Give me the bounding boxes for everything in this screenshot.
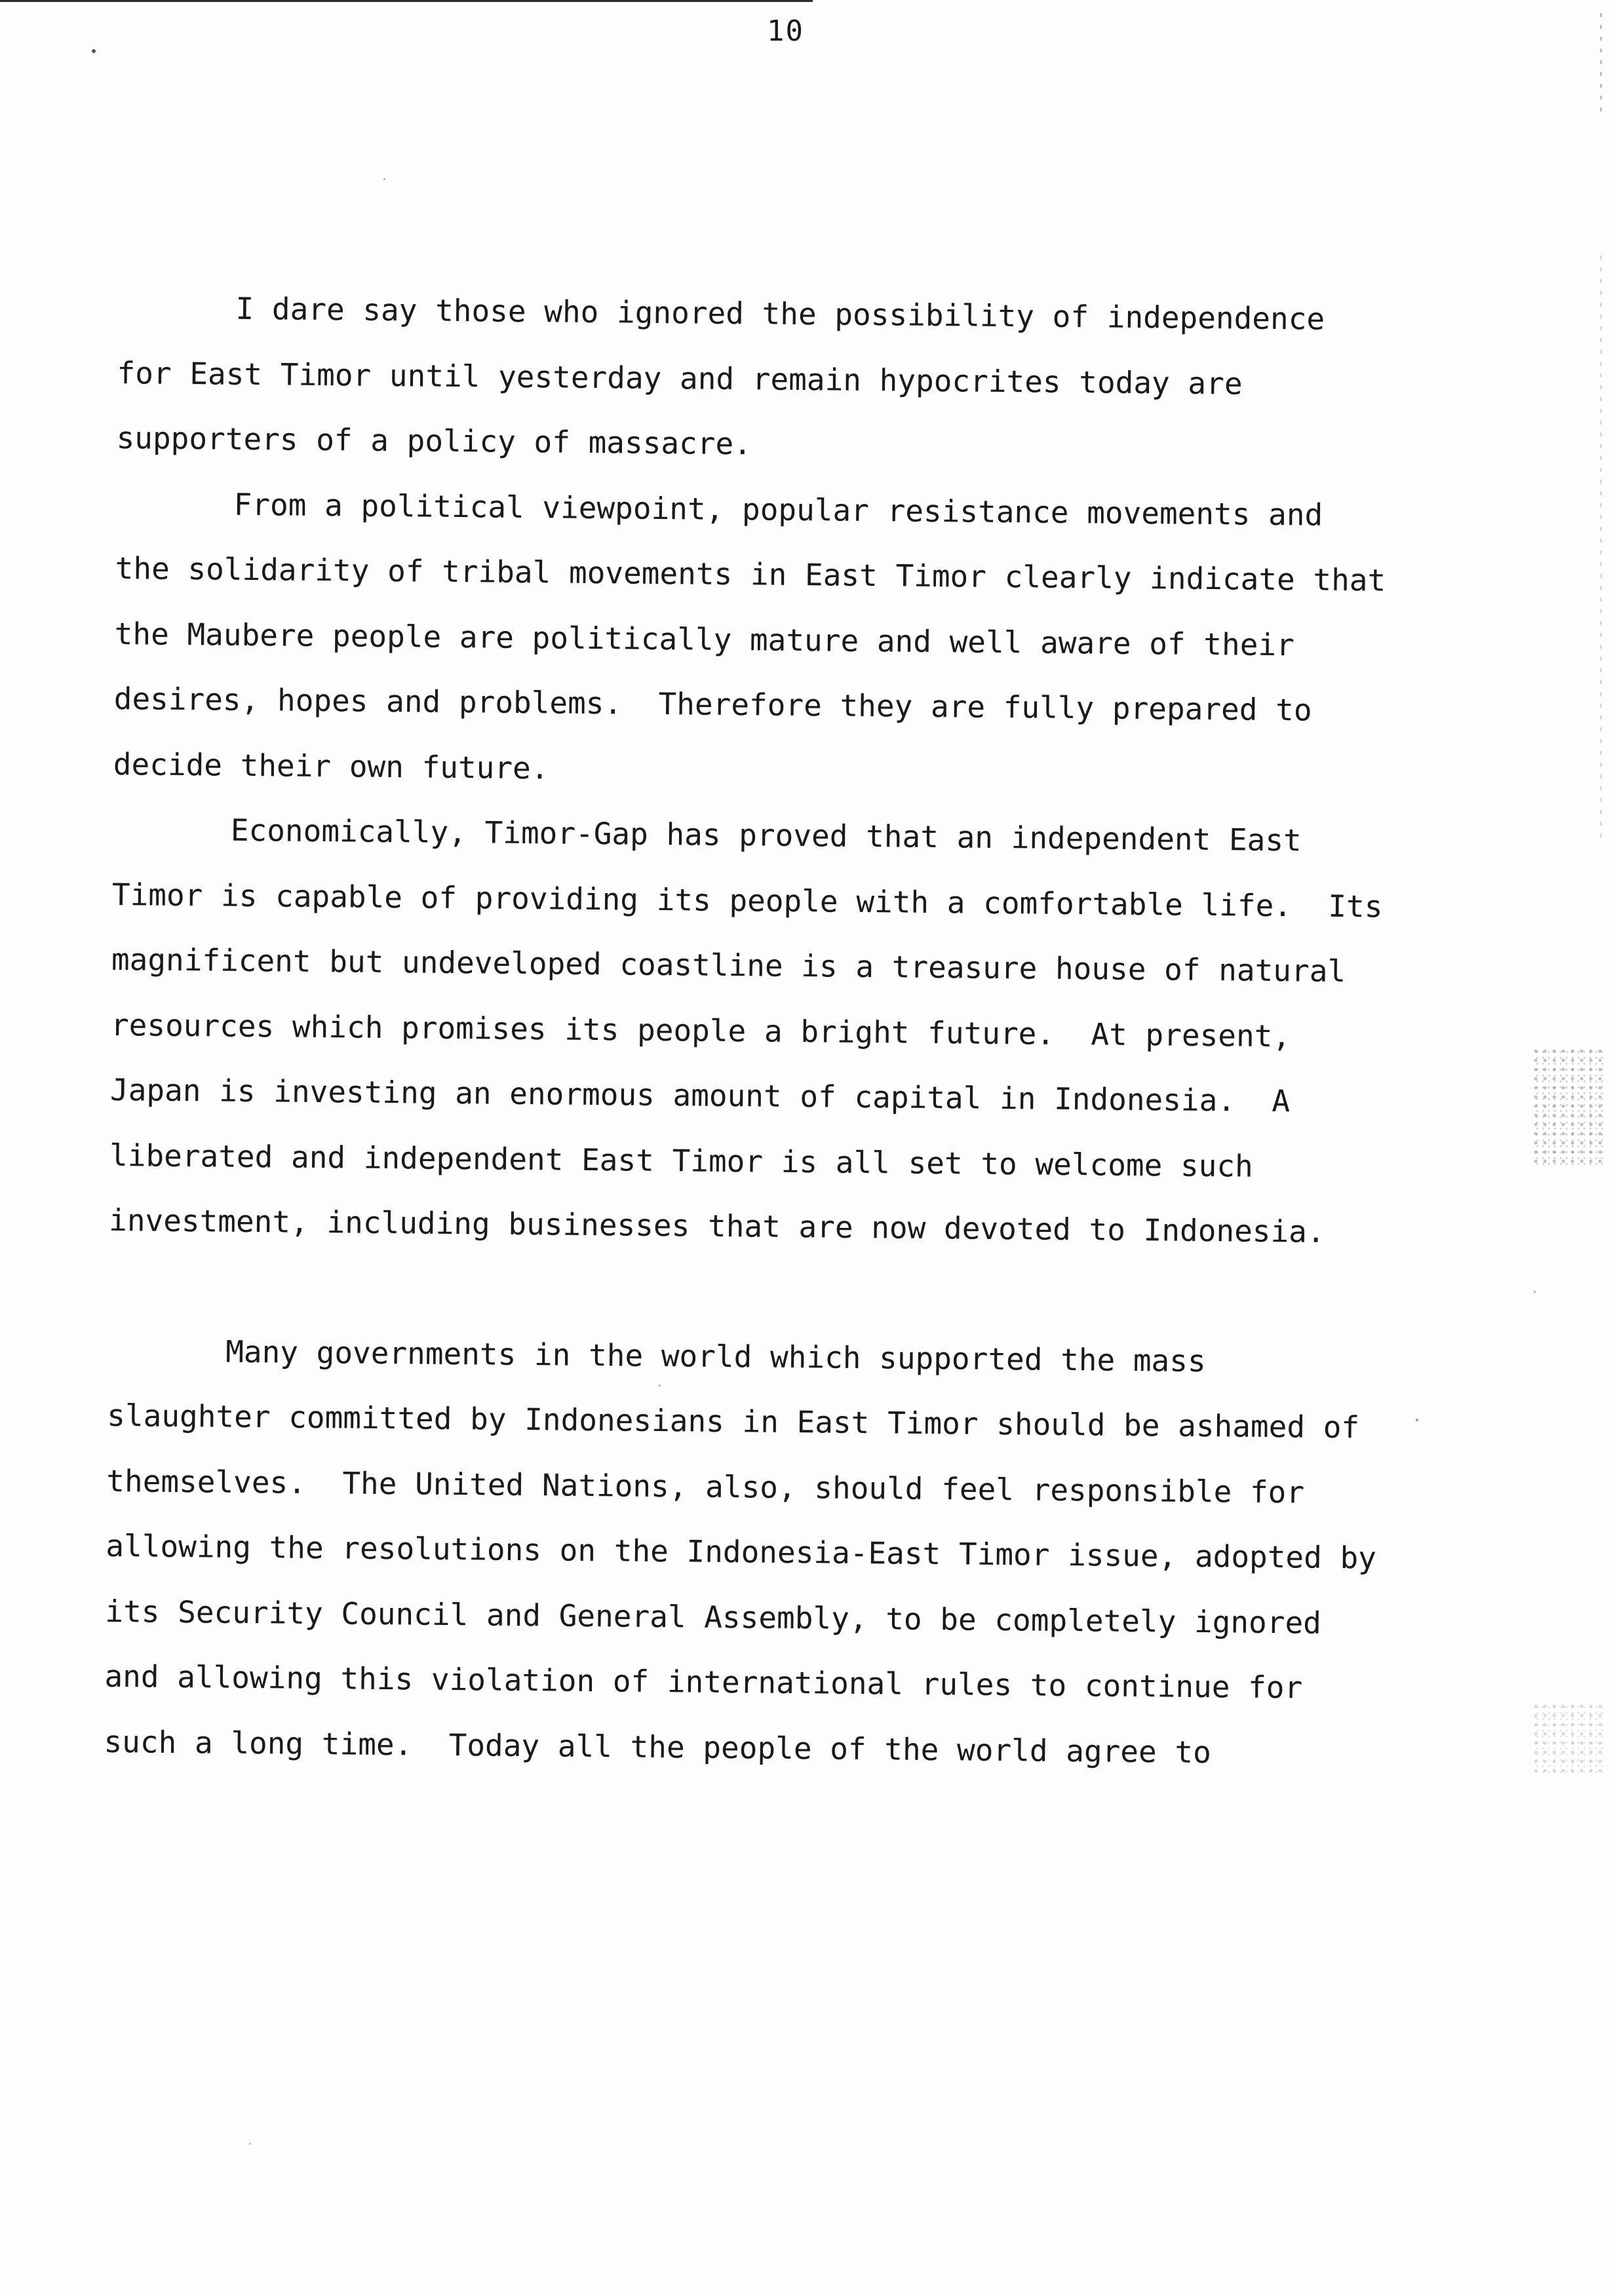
- paragraph-2: From a political viewpoint, popular resistance movements and the solidarity of tribal movements in East Timor clearly indicate that the Maubere people are politically mature and well aware of their desires, hopes and problems. Therefore they are fully prepared to decide their own future.: [113, 486, 1405, 786]
- page-number: 10: [767, 14, 804, 48]
- top-border-line: [0, 0, 813, 2]
- scan-speck: [92, 49, 96, 53]
- scan-speck: [659, 1385, 661, 1387]
- scan-speck: [1534, 1291, 1536, 1293]
- scan-speck: [383, 178, 385, 180]
- paragraph-1: I dare say those who ignored the possibility of independence for East Timor until yesterday and remain hypocrites today are supporters of a policy of massacre.: [116, 290, 1344, 462]
- paragraph-4: Many governments in the world which supported the mass slaughter committed by Indonesians in East Timor should be ashamed of themselves. The United Nations, also, should feel responsible for allowing the resolutions on the Indonesia-East Timor issue, adopted by its Security Council and General Assembly, to be completely ignored and allowing this violation of international rules to continue for such a long time. Today all the people of the world agree to: [104, 1333, 1395, 1770]
- scan-blotch: [1533, 1048, 1605, 1166]
- paragraph-3: Economically, Timor-Gap has proved that an independent East Timor is capable of providing its people with a comfortable life. Its magnificent but undeveloped coastline is a treasure house of natural resources which promises its people a bright future. At present, Japan is investing an enormous amount of capital in Indonesia. A liberated and independent East Timor is all set to welcome such investment, including businesses that are now devoted to Indonesia.: [108, 812, 1401, 1250]
- scan-edge-noise: [1600, 13, 1602, 118]
- scan-speck: [1416, 1419, 1418, 1421]
- scan-blotch: [1533, 1704, 1605, 1776]
- document-body: [104, 275, 1405, 1787]
- scan-speck: [249, 2143, 251, 2145]
- scan-edge-noise: [1600, 256, 1602, 845]
